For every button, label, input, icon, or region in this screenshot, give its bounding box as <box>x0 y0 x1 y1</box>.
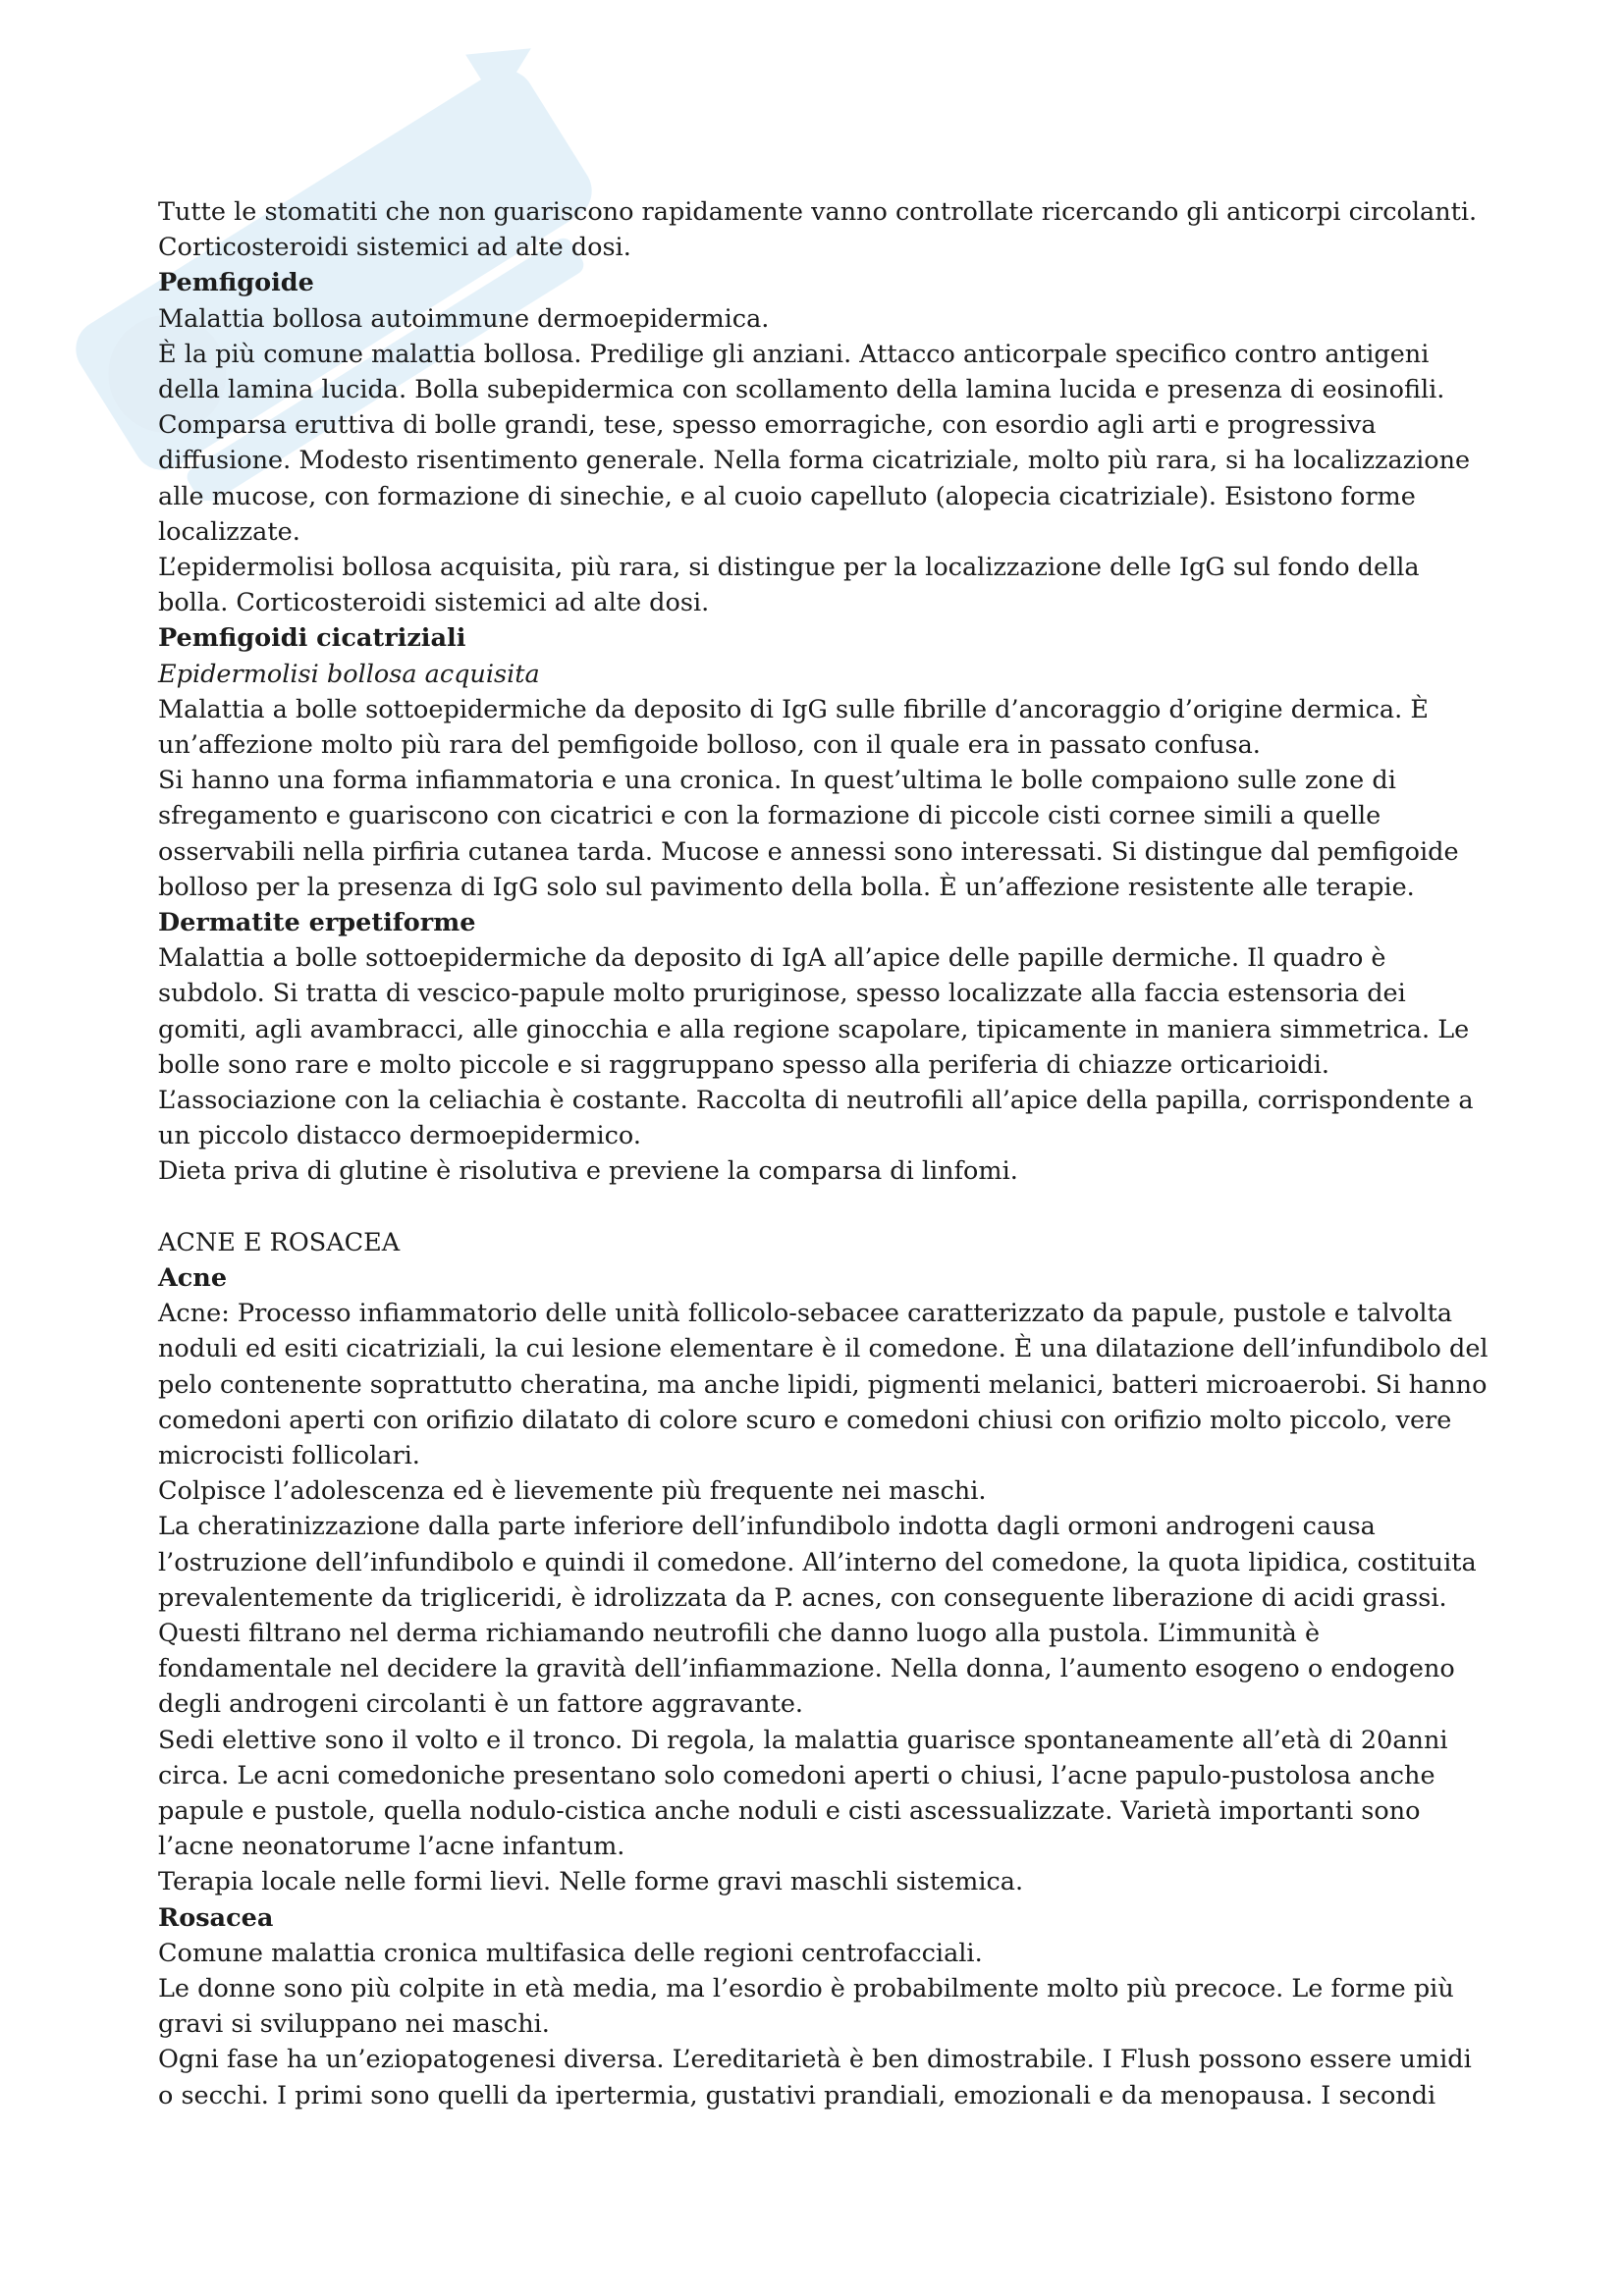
section-heading: ACNE E ROSACEA <box>158 1227 401 1257</box>
paragraph: Malattia bollosa autoimmune dermoepidermica. <box>158 303 770 334</box>
paragraph: Colpisce l’adolescenza ed è lievemente più frequente nei maschi. <box>158 1476 987 1507</box>
paragraph: La cheratinizzazione dalla parte inferiore dell’infundibolo indotta dagli ormoni androgeni causa l’ostruzione dell’infundibolo e quindi il comedone. All’interno del comedone, la quota lipidica, costituita prevalentemente da trigliceridi, è idrolizzata da P. acnes, con conseguente liberazione di acidi grassi. Questi filtrano nel derma richiamando neutrofili che danno luogo alla pustola. L’immunità è fondamentale nel decidere la gravità dell’infiammazione. Nella donna, l’aumento esogeno o endogeno degli androgeni circolanti è un fattore aggravante. <box>158 1512 1477 1720</box>
italic-subtitle: Epidermolisi bollosa acquisita <box>158 659 540 689</box>
paragraph: Sedi elettive sono il volto e il tronco. Di regola, la malattia guarisce spontaneamente all’età di 20anni circa. Le acni comedoniche presentano solo comedoni aperti o chiusi, l’acne papulo-pustolosa anche papule e pustole, quella nodulo-cistica anche noduli e cisti ascessualizzate. Varietà importanti sono l’acne neonatorume l’acne infantum. <box>158 1725 1448 1862</box>
subsection-heading: Pemfigoide <box>158 268 314 298</box>
paragraph: Dieta priva di glutine è risolutiva e previene la comparsa di linfomi. <box>158 1156 1018 1187</box>
paragraph: Malattia a bolle sottoepidermiche da deposito di IgG sulle fibrille d’ancoraggio d’origine dermica. È un’affezione molto più rara del pemfigoide bolloso, con il quale era in passato confusa. <box>158 694 1429 761</box>
paragraph: Terapia locale nelle formi lievi. Nelle forme gravi maschli sistemica. <box>158 1867 1024 1897</box>
paragraph: Le donne sono più colpite in età media, ma l’esordio è probabilmente molto più precoce. Le forme più gravi si sviluppano nei maschi. <box>158 1973 1454 2040</box>
subsection-heading: Pemfigoidi cicatriziali <box>158 623 466 654</box>
subsection-heading: Acne <box>158 1262 228 1293</box>
subsection-heading: Rosacea <box>158 1902 274 1933</box>
paragraph: L’epidermolisi bollosa acquisita, più rara, si distingue per la localizzazione delle IgG sul fondo della bolla. Corticosteroidi sistemici ad alte dosi. <box>158 553 1420 618</box>
paragraph-gap <box>158 1190 1493 1225</box>
paragraph: Si hanno una forma infiammatoria e una cronica. In quest’ultima le bolle compaiono sulle zone di sfregamento e guariscono con cicatrici e con la formazione di piccole cisti cornee simili a quelle osservabili nella pirfiria cutanea tarda. Mucose e annessi sono interessati. Si distingue dal pemfigoide bolloso per la presenza di IgG solo sul pavimento della bolla. È un’affezione resistente alle terapie. <box>158 766 1459 902</box>
paragraph: È la più comune malattia bollosa. Predilige gli anziani. Attacco anticorpale specifico contro antigeni della lamina lucida. Bolla subepidermica con scollamento della lamina lucida e presenza di eosinofili. Comparsa eruttiva di bolle grandi, tese, spesso emorragiche, con esordio agli arti e progressiva diffusione. Modesto risentimento generale. Nella forma cicatriziale, molto più rara, si ha localizzazione alle mucose, con formazione di sinechie, e al cuoio capelluto (alopecia cicatriziale). Esistono forme localizzate. <box>158 339 1471 547</box>
paragraph: Malattia a bolle sottoepidermiche da deposito di IgA all’apice delle papille dermiche. Il quadro è subdolo. Si tratta di vescico-papule molto pruriginose, spesso localizzate alla faccia estensoria dei gomiti, agli avambracci, alle ginocchia e alla regione scapolare, tipicamente in maniera simmetrica. Le bolle sono rare e molto piccole e si raggruppano spesso alla periferia di chiazze orticarioidi. <box>158 943 1470 1080</box>
paragraph: Ogni fase ha un’eziopatogenesi diversa. L’ereditarietà è ben dimostrabile. I Flush possono essere umidi o secchi. I primi sono quelli da ipertermia, gustativi prandiali, emozionali e da menopausa. I secondi <box>158 2045 1472 2110</box>
paragraph: Tutte le stomatiti che non guariscono rapidamente vanno controllate ricercando gli anticorpi circolanti. Corticosteroidi sistemici ad alte dosi. <box>158 197 1478 263</box>
paragraph: Acne: Processo infiammatorio delle unità follicolo-sebacee caratterizzato da papule, pustole e talvolta noduli ed esiti cicatriziali, la cui lesione elementare è il comedone. È una dilatazione dell’infundibolo del pelo contenente soprattutto cheratina, ma anche lipidi, pigmenti melanici, batteri microaerobi. Si hanno comedoni aperti con orifizio dilatato di colore scuro e comedoni chiusi con orifizio molto piccolo, vere microcisti follicolari. <box>158 1299 1489 1470</box>
paragraph: L’associazione con la celiachia è costante. Raccolta di neutrofili all’apice della papilla, corrispondente a un piccolo distacco dermoepidermico. <box>158 1086 1474 1151</box>
subsection-heading: Dermatite erpetiforme <box>158 908 476 938</box>
document-body <box>158 194 1493 2113</box>
paragraph: Comune malattia cronica multifasica delle regioni centrofacciali. <box>158 1938 983 1968</box>
